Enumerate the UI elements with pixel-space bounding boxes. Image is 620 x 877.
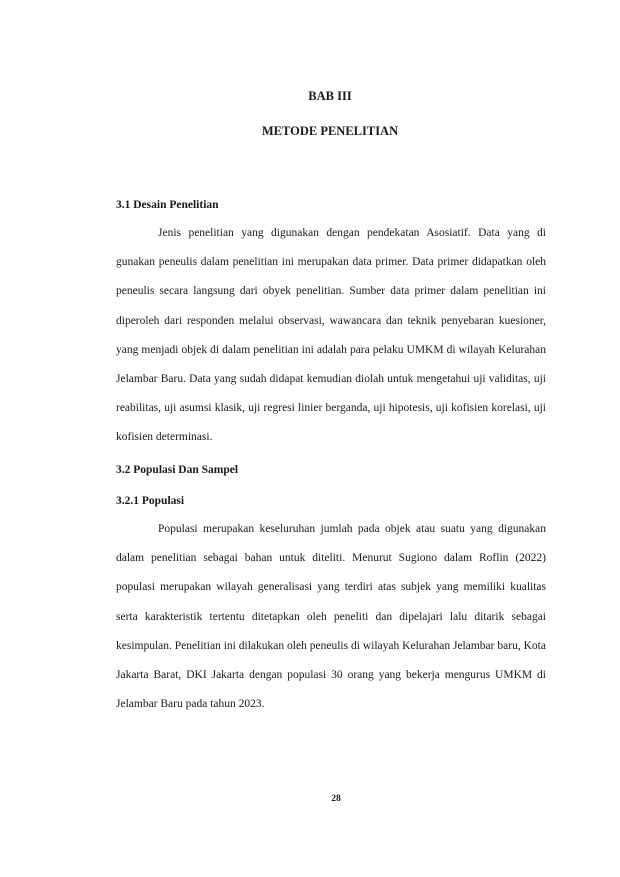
section-3-2-1-heading: 3.2.1 Populasi bbox=[116, 495, 185, 507]
section-3-1-heading: 3.1 Desain Penelitian bbox=[116, 199, 219, 211]
section-3-2-heading: 3.2 Populasi Dan Sampel bbox=[116, 464, 239, 476]
chapter-title: METODE PENELITIAN bbox=[261, 124, 399, 138]
section-3-1-paragraph: Jenis penelitian yang digunakan dengan pendekatan Asosiatif. Data yang di gunakan peneulis dalam penelitian ini merupakan data primer. Data primer didapatkan oleh peneulis secara langsung dari obyek penelitian. Sumber data primer dalam penelitian ini diperoleh dari responden melalui observasi, wawancara dan teknik penyebaran kuesioner, yang menjadi objek di dalam penelitian ini adalah para pelaku UMKM di wilayah Kelurahan Jelambar Baru. Data yang sudah didapat kemudian diolah untuk mengetahui uji validitas, uji reabilitas, uji asumsi klasik, uji regresi linier berganda, uji hipotesis, uji kofisien korelasi, uji kofisien determinasi. bbox=[116, 227, 546, 444]
section-3-2-1-paragraph: Populasi merupakan keseluruhan jumlah pada objek atau suatu yang digunakan dalam penelitian sebagai bahan untuk diteliti. Menurut Sugiono dalam Roflin (2022) populasi merupakan wilayah generalisasi yang terdiri atas subjek yang memiliki kualitas serta karakteristik tertentu ditetapkan oleh peneliti dan dipelajari lalu ditarik sebagai kesimpulan. Penelitian ini dilakukan oleh peneulis di wilayah Kelurahan Jelambar baru, Kota Jakarta Barat, DKI Jakarta dengan populasi 30 orang yang bekerja mengurus UMKM di Jelambar Baru pada tahun 2023. bbox=[116, 523, 546, 711]
page-number: 28 bbox=[331, 794, 341, 804]
chapter-number: BAB III bbox=[308, 89, 352, 103]
